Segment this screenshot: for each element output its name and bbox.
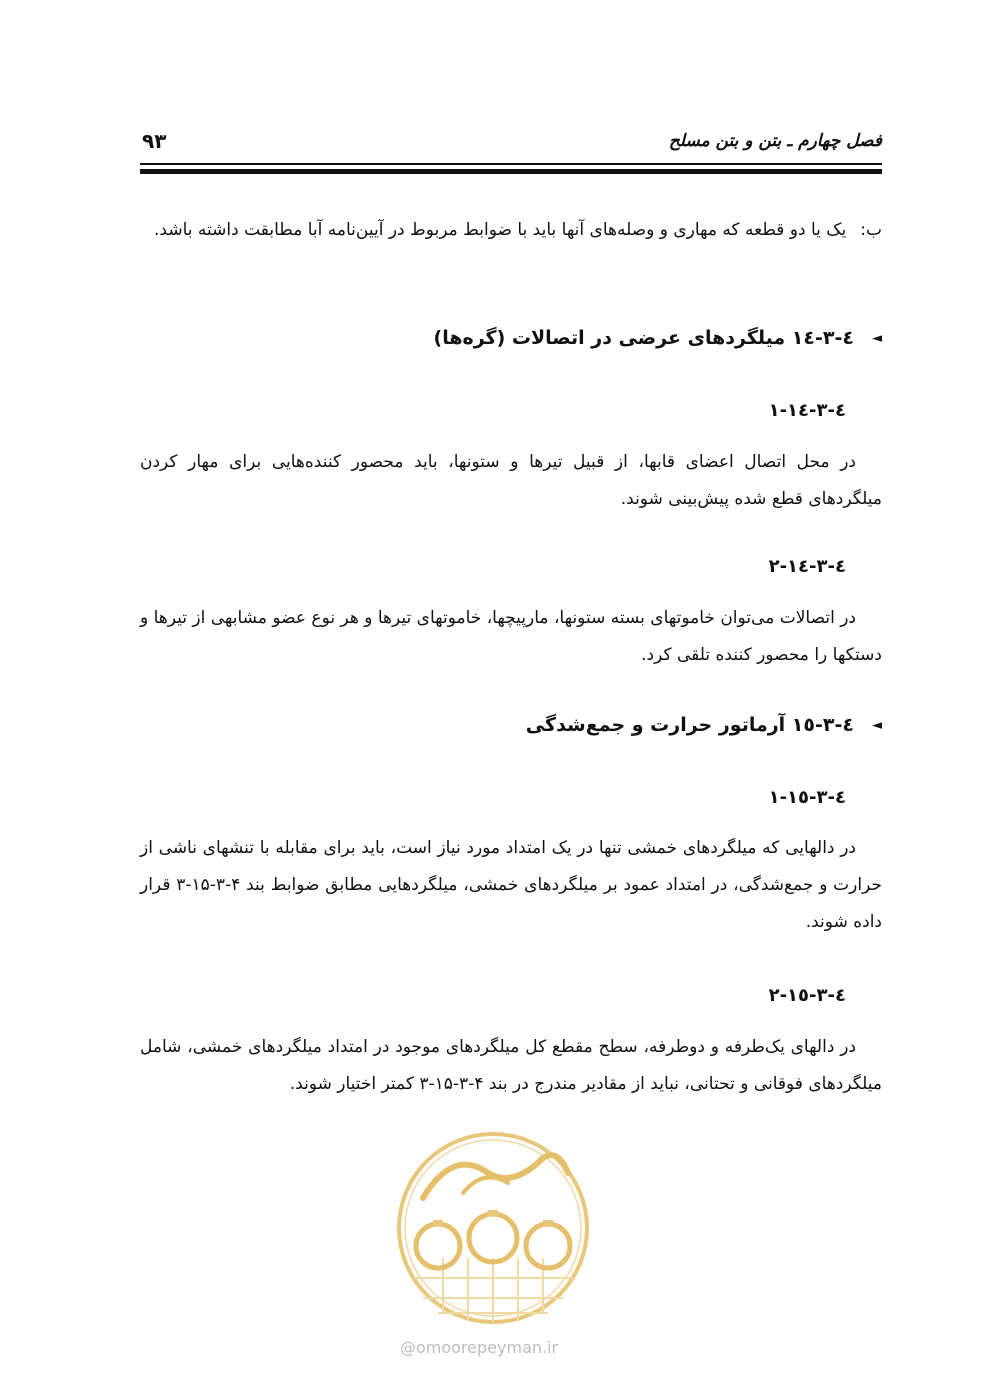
section-heading-14-text: ٤-٣-١٤ میلگردهای عرضی در اتصالات (گره‌ها) (433, 327, 854, 349)
section-heading-14 (434, 327, 882, 349)
page-number: ۹۳ (142, 129, 167, 153)
clause-15-2-text: در دالهای یک‌طرفه و دوطرفه، سطح مقطع کل میلگردهای موجود در امتداد میلگردهای خمشی، شامل میلگردهای فوقانی و تحتانی، نباید از مقادیر مندرج در بند ۴-۳-۱۵-۳ کمتر اختیار شوند. (140, 1037, 882, 1094)
triangle-bullet-icon: ◄ (872, 331, 882, 346)
clause-15-1-text: در دالهایی که میلگردهای خمشی تنها در یک امتداد مورد نیاز است، باید برای مقابله با تنشهای ناشی از حرارت و جمع‌شدگی، در امتداد عمود بر میلگردهای خمشی، میلگردهایی مطابق ضوابط بند ۴-۳-۱۵-۳ قرار داده شوند. (140, 838, 883, 932)
clause-14-2-paragraph (140, 600, 882, 674)
item-b-text: یک یا دو قطعه که مهاری و وصله‌های آنها باید با ضوابط مربوط در آیین‌نامه آبا مطابقت داشته باشد. (154, 220, 847, 240)
clause-number-15-1: ٤-٣-١٥-١ (768, 787, 846, 808)
clause-15-1-paragraph (140, 830, 882, 941)
clause-number-14-1: ٤-٣-١٤-١ (768, 400, 846, 421)
watermark-logo (393, 1128, 593, 1328)
clause-14-2-text: در اتصالات می‌توان خاموتهای بسته ستونها، مارپیچها، خاموتهای تیرها و هر نوع عضو مشابهی از تیرها و دستکها را محصور کننده تلقی کرد. (140, 608, 882, 665)
clause-14-1-text: در محل اتصال اعضای قابها، از قبیل تیرها و ستونها، باید محصور کننده‌هایی برای مهار کردن میلگردهای قطع شده پیش‌بینی شوند. (140, 452, 882, 509)
watermark-url: @omoorepeyman.ir (400, 1338, 559, 1357)
header-rule-thin (140, 163, 882, 165)
header-rule-thick (140, 169, 882, 174)
item-b-label: ب: (860, 220, 882, 240)
triangle-bullet-icon: ◄ (872, 718, 882, 733)
clause-15-2-paragraph (140, 1029, 882, 1103)
item-b-paragraph (140, 212, 882, 249)
clause-number-14-2: ٤-٣-١٤-٢ (768, 556, 846, 577)
section-heading-15 (526, 714, 882, 736)
section-heading-15-text: ٤-٣-١٥ آرماتور حرارت و جمع‌شدگی (525, 714, 854, 736)
clause-14-1-paragraph (140, 444, 882, 518)
clause-number-15-2: ٤-٣-١٥-٢ (768, 985, 846, 1006)
chapter-title: فصل چهارم ـ بتن و بتن مسلح (668, 131, 882, 151)
